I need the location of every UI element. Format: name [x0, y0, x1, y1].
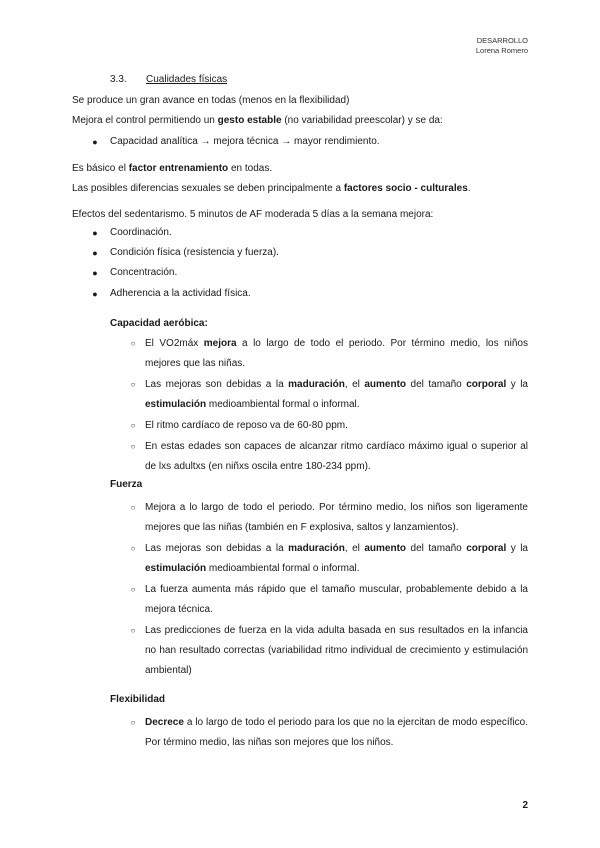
- list-item: En estas edades son capaces de alcanzar ritmo cardíaco máximo igual o superior al de lxs adultxs (en niñxs oscila entre 180-234 ppm).: [145, 441, 528, 472]
- bold-term: maduración: [288, 543, 345, 554]
- list-item: Condición física (resistencia y fuerza).: [110, 247, 279, 258]
- page-number: 2: [522, 800, 528, 811]
- bold-term: estimulación: [145, 399, 207, 410]
- bullet-icon: ○: [130, 421, 136, 430]
- text-run: Mejora el control permitiendo un: [72, 115, 218, 126]
- bold-term: aumento: [364, 379, 407, 390]
- bullet-icon: ○: [130, 503, 136, 512]
- bold-term: corporal: [466, 543, 507, 554]
- intro-paragraph-5: Efectos del sedentarismo. 5 minutos de AF moderada 5 días a la semana mejora:: [72, 209, 434, 220]
- bullet-icon: ○: [130, 442, 136, 451]
- list-item: Concentración.: [110, 267, 178, 278]
- text-run: y la: [506, 543, 528, 554]
- section-heading: [110, 73, 227, 87]
- bullet-icon: ●: [92, 289, 98, 299]
- text-run: medioambiental formal o informal.: [206, 399, 360, 410]
- page-header: [476, 36, 528, 56]
- bullet-icon: ○: [130, 380, 136, 389]
- text-run: Las posibles diferencias sexuales se deben principalmente a: [72, 183, 344, 194]
- intro-paragraph-2: [72, 114, 443, 128]
- list-item: Mejora a lo largo de todo el periodo. Por término medio, los niños son ligeramente mejores que las niñas (también en F explosiva, saltos y lanzamientos).: [145, 502, 528, 533]
- bold-term: maduración: [288, 379, 345, 390]
- text-run: en todas.: [228, 163, 273, 174]
- text-run: y la: [506, 379, 528, 390]
- list-item: [145, 375, 528, 415]
- text-run: , el: [344, 379, 365, 390]
- bullet-icon: ●: [92, 248, 98, 258]
- list-item: [145, 539, 528, 579]
- bullet-icon: ○: [130, 544, 136, 553]
- header-author: Lorena Romero: [475, 46, 528, 55]
- list-item: [145, 334, 528, 374]
- text-run: del tamaño: [406, 379, 467, 390]
- text-run: El VO2máx: [145, 338, 204, 349]
- bullet-icon: ○: [130, 626, 136, 635]
- bold-term: Decrece: [145, 717, 184, 728]
- text-run: Las mejoras son debidas a la: [145, 379, 289, 390]
- text-run: medioambiental formal o informal.: [206, 563, 360, 574]
- text-run: Las mejoras son debidas a la: [145, 543, 289, 554]
- subheading-aerobica: Capacidad aeróbica:: [110, 318, 208, 329]
- section-number: 3.3.: [110, 74, 127, 85]
- list-item: La fuerza aumenta más rápido que el tamaño muscular, probablemente debido a la mejora técnica.: [145, 584, 528, 615]
- intro-paragraph-4: [72, 182, 471, 196]
- bold-term: corporal: [466, 379, 507, 390]
- bold-term: aumento: [364, 543, 407, 554]
- list-item: Coordinación.: [110, 227, 172, 238]
- list-item: Capacidad analítica → mejora técnica → mayor rendimiento.: [110, 136, 380, 147]
- list-item: Las predicciones de fuerza en la vida adulta basada en sus resultados en la infancia no han resultado correctas (variabilidad ritmo individual de crecimiento y estimulación ambiental): [145, 625, 528, 676]
- text-run: , el: [344, 543, 365, 554]
- subheading-flexibilidad: Flexibilidad: [110, 694, 166, 705]
- bullet-icon: ●: [92, 228, 98, 238]
- bullet-icon: ●: [92, 268, 98, 278]
- bold-term: factores socio - culturales: [343, 183, 468, 194]
- text-run: a lo largo de todo el periodo para los que no la ejercitan de modo específico. Por término medio, las niñas son mejores que los niños.: [145, 717, 528, 748]
- text-run: a lo largo de todo el periodo. Por término medio, los niños mejores que las niñas.: [145, 338, 528, 369]
- text-run: del tamaño: [406, 543, 467, 554]
- bullet-icon: ○: [130, 339, 136, 348]
- text-run: .: [467, 183, 471, 194]
- bold-term: factor entrenamiento: [128, 163, 229, 174]
- intro-paragraph-3: [72, 162, 272, 176]
- bold-term: gesto estable: [217, 115, 282, 126]
- list-item: Adherencia a la actividad física.: [110, 288, 251, 299]
- bold-term: estimulación: [145, 563, 207, 574]
- list-item: El ritmo cardíaco de reposo va de 60-80 ppm.: [145, 420, 348, 431]
- text-run: (no variabilidad preescolar) y se da:: [281, 115, 443, 126]
- bold-term: mejora: [203, 338, 237, 349]
- bullet-icon: ○: [130, 718, 136, 727]
- intro-paragraph-1: Se produce un gran avance en todas (menos en la flexibilidad): [72, 95, 350, 106]
- bullet-icon: ●: [92, 137, 98, 147]
- text-run: Es básico el: [72, 163, 129, 174]
- list-item: [145, 713, 528, 753]
- header-course: DESARROLLO: [476, 36, 528, 45]
- bullet-icon: ○: [130, 585, 136, 594]
- subheading-fuerza: Fuerza: [110, 479, 143, 490]
- section-title: Cualidades físicas: [146, 74, 228, 85]
